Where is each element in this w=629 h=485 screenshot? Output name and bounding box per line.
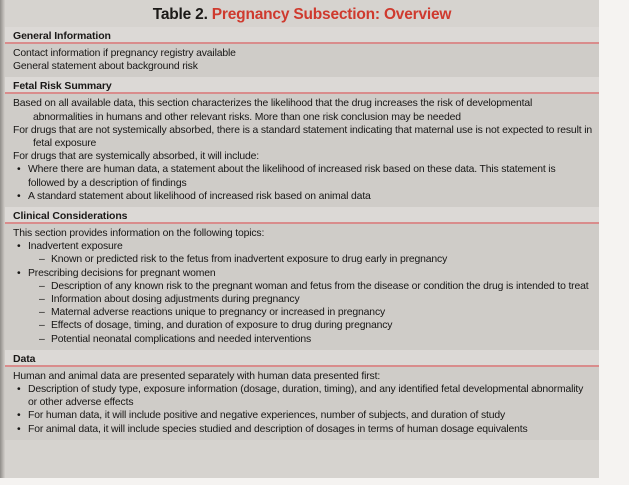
list-item (13, 267, 593, 280)
list-item-text: Description of any known risk to the pregnant woman and fetus from the disease or condition the drug is intended to treat (51, 280, 589, 292)
list-item-text: For human data, it will include positive and negative experiences, number of subjects, and duration of study (28, 410, 506, 422)
paragraph-line: Human and animal data are presented separately with human data presented first: (13, 370, 381, 382)
table-container (5, 0, 599, 478)
section-header: Clinical Considerations (5, 207, 599, 224)
paragraph-line: For drugs that are systemically absorbed, it will include: (13, 151, 259, 163)
list-item-text: Effects of dosage, timing, and duration of exposure to drug during pregnancy (51, 320, 393, 332)
list-item-text: Potential neonatal complications and needed interventions (51, 333, 312, 345)
list-item (13, 240, 593, 253)
list-item (13, 409, 593, 422)
section-header: General Information (5, 27, 599, 44)
list-item-text: Where there are human data, a statement about the likelihood of increased risk based on these data. This statement is followed by a description of findings (28, 164, 556, 189)
sub-list-item (13, 319, 593, 332)
section-body (5, 367, 599, 440)
sub-list-item (13, 280, 593, 293)
round-bullet-icon: • (17, 241, 21, 253)
dash-bullet-icon: – (39, 294, 45, 306)
sub-list-item (13, 293, 593, 306)
table-sections (5, 27, 599, 440)
round-bullet-icon: • (17, 410, 21, 422)
round-bullet-icon: • (17, 384, 21, 396)
paragraph-line: Based on all available data, this section characterizes the likelihood that the drug increases the risk of developmental abnormalities in humans and other relevant risks. More than one risk conclusion may be needed (13, 98, 533, 123)
section-header: Data (5, 350, 599, 367)
table-section (5, 350, 599, 440)
round-bullet-icon: • (17, 190, 21, 202)
table-section (5, 207, 599, 350)
list-item (13, 163, 593, 189)
dash-bullet-icon: – (39, 280, 45, 292)
list-item (13, 423, 593, 436)
section-body (5, 224, 599, 350)
section-body (5, 44, 599, 77)
list-item-text: Information about dosing adjustments during pregnancy (51, 294, 300, 306)
table-title-prefix: Table 2. (152, 6, 208, 23)
section-body (5, 94, 599, 207)
paragraph-line: This section provides information on the following topics: (13, 228, 265, 240)
list-item-text: Prescribing decisions for pregnant women (28, 267, 216, 279)
dash-bullet-icon: – (39, 254, 45, 266)
section-header: Fetal Risk Summary (5, 77, 599, 94)
dash-bullet-icon: – (39, 320, 45, 332)
list-item-text: Description of study type, exposure information (dosage, duration, timing), and any identified fetal developmental abnormality or other adverse effects (28, 384, 584, 409)
list-item-text: Maternal adverse reactions unique to pregnancy or increased in pregnancy (51, 307, 386, 319)
page-title (153, 6, 452, 24)
round-bullet-icon: • (17, 267, 21, 279)
table-section (5, 27, 599, 77)
sub-list-item (13, 333, 593, 346)
round-bullet-icon: • (17, 423, 21, 435)
sub-list-item (13, 306, 593, 319)
paragraph-line: For drugs that are not systemically absorbed, there is a standard statement indicating that maternal use is not expected to result in fetal exposure (13, 124, 592, 150)
list-item-text: For animal data, it will include species studied and description of dosages in terms of human dosage equivalents (28, 423, 528, 435)
list-item (13, 190, 593, 203)
table-title-highlight: Pregnancy Subsection: Overview (211, 6, 452, 23)
table-title-bar (5, 0, 599, 27)
dash-bullet-icon: – (39, 333, 45, 345)
paragraph-line: General statement about background risk (13, 61, 198, 73)
table-section (5, 77, 599, 207)
round-bullet-icon: • (17, 164, 21, 176)
dash-bullet-icon: – (39, 307, 45, 319)
paragraph-line: Contact information if pregnancy registry available (13, 48, 236, 59)
list-item-text: Inadvertent exposure (28, 241, 123, 253)
list-item (13, 383, 593, 409)
sub-list-item (13, 253, 593, 266)
list-item-text: Known or predicted risk to the fetus from inadvertent exposure to drug early in pregnancy (51, 254, 448, 266)
list-item-text: A standard statement about likelihood of increased risk based on animal data (28, 190, 371, 202)
